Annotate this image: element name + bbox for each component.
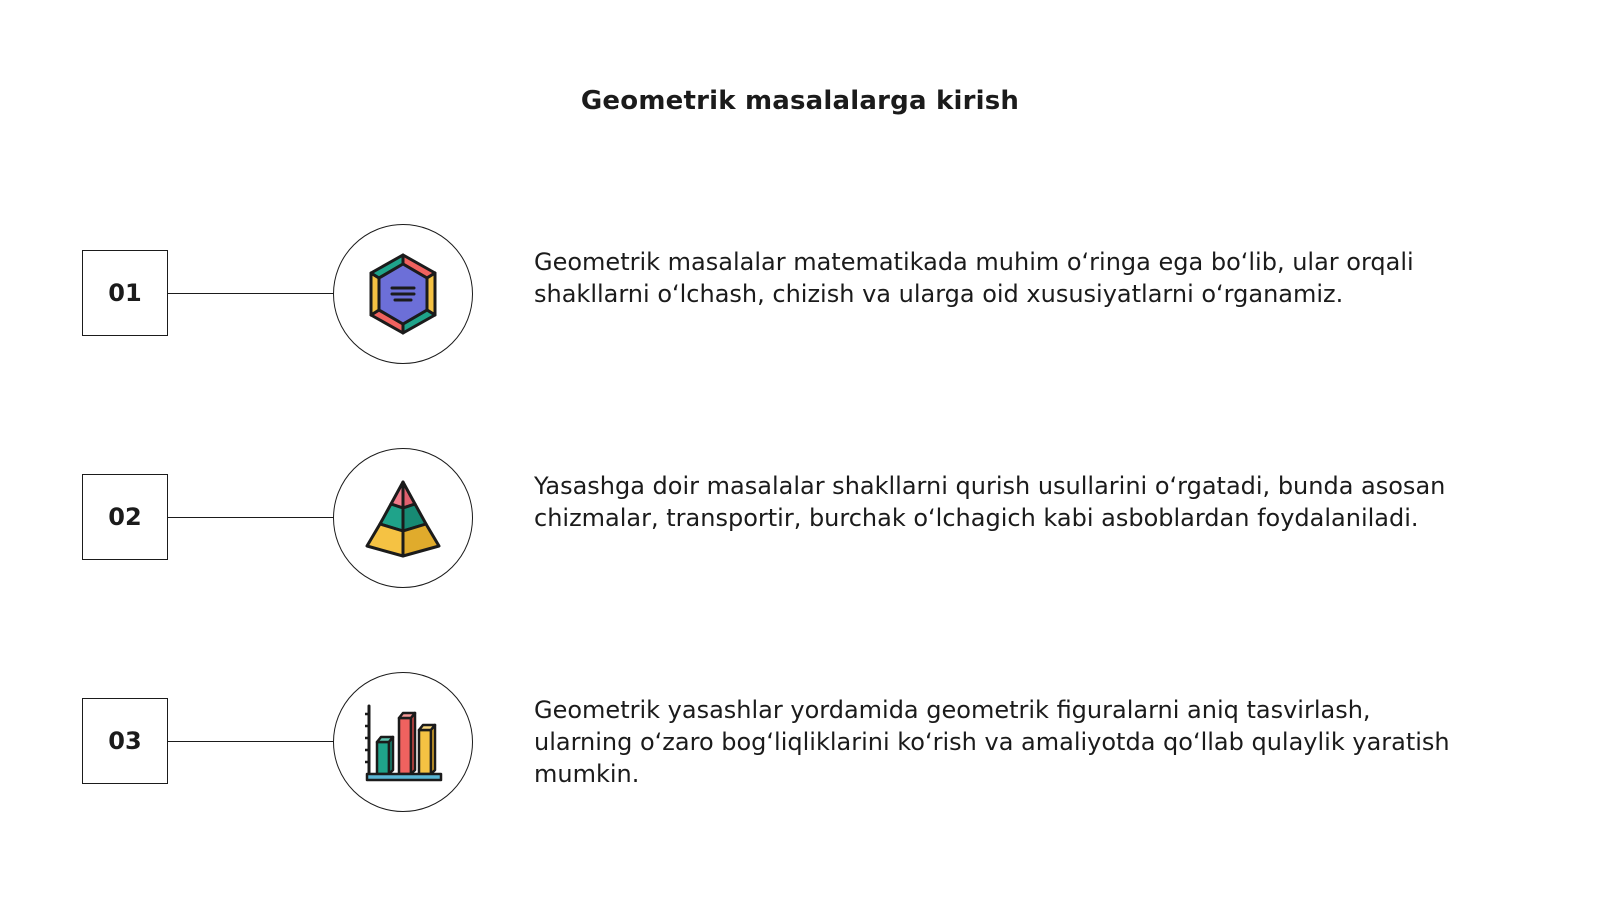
icon-circle [333, 448, 473, 588]
list-item [0, 672, 1600, 812]
item-number: 02 [82, 474, 168, 560]
page-title: Geometrik masalalarga kirish [580, 86, 1020, 116]
list-item [0, 224, 1600, 364]
item-number: 01 [82, 250, 168, 336]
pyramid-chart-icon [363, 478, 443, 558]
connector-line [168, 293, 334, 294]
connector-line [168, 517, 334, 518]
icon-circle [333, 224, 473, 364]
list-item [0, 448, 1600, 588]
icon-circle [333, 672, 473, 812]
item-description: Geometrik yasashlar yordamida geometrik figuralarni aniq tasvirlash, ularning o‘zaro bog‘liqliklarini ko‘rish va amaliyotda qo‘llab qulaylik yaratish mumkin. [534, 696, 1450, 788]
item-description: Geometrik masalalar matematikada muhim o‘ringa ega bo‘lib, ular orqali shakllarni o‘lchash, chizish va ularga oid xususiyatlarni o‘rganamiz. [534, 248, 1414, 308]
connector-line [168, 741, 334, 742]
item-description: Yasashga doir masalalar shakllarni qurish usullarini o‘rgatadi, bunda asosan chizmalar, transportir, burchak o‘lchagich kabi asboblardan foydalaniladi. [534, 472, 1446, 532]
hexagon-document-icon [365, 252, 441, 336]
bar-chart-3d-icon [361, 700, 445, 784]
item-number: 03 [82, 698, 168, 784]
